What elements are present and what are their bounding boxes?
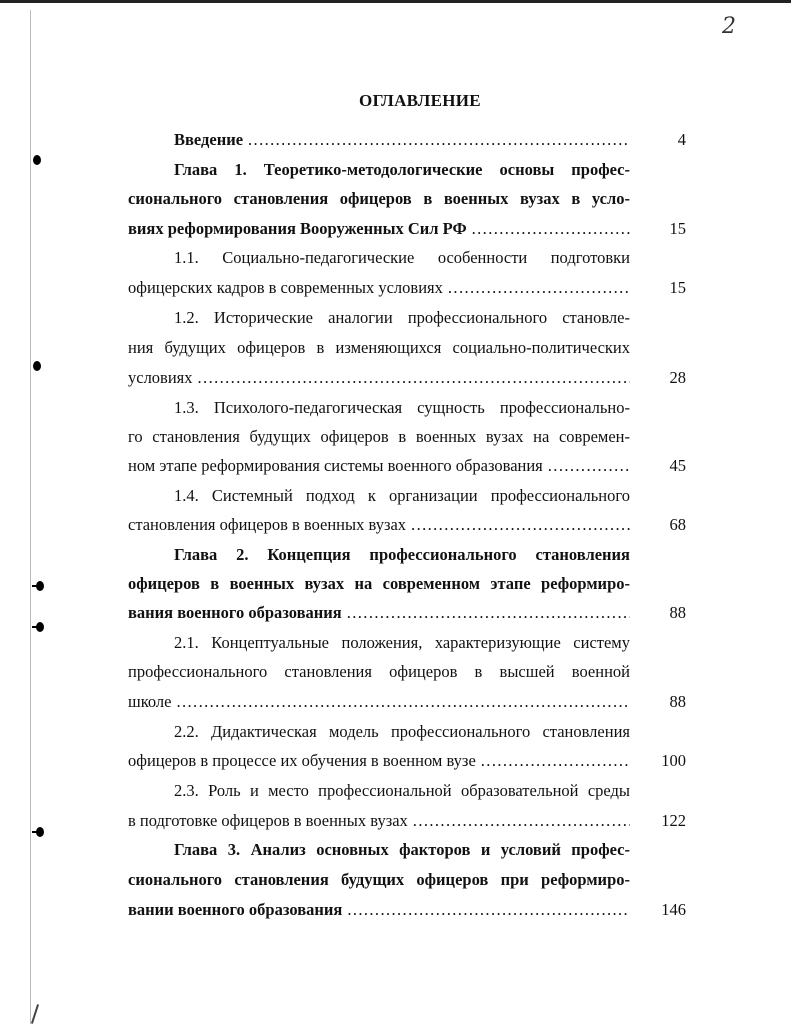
toc-title: ОГЛАВЛЕНИЕ xyxy=(359,91,481,110)
toc-line: сионального становления офицеров в военных вузах в усло- xyxy=(128,189,630,208)
margin-pen-mark xyxy=(31,1004,39,1024)
toc-line: вания военного образования ..... xyxy=(128,603,630,623)
toc-line: 1.4. Системный подход к организации профессионального xyxy=(174,486,630,505)
binding-hole-mark xyxy=(33,361,41,371)
toc-line: вании военного образования ..... xyxy=(128,900,630,920)
toc-page-number: 100 xyxy=(661,751,686,770)
toc-line: условиях ..... xyxy=(128,368,630,388)
toc-line: Глава 1. Теоретико-методологические основы профес- xyxy=(174,160,630,179)
toc-line: офицеров в военных вузах на современном этапе реформиро- xyxy=(128,574,630,593)
toc-line: 1.3. Психолого-педагогическая сущность профессионально- xyxy=(174,398,630,417)
binding-hole-mark xyxy=(36,581,44,591)
toc-page-number: 68 xyxy=(669,515,686,534)
toc-line: 1.2. Исторические аналогии профессионального становле- xyxy=(174,308,630,327)
toc-line: ния будущих офицеров в изменяющихся социально-политических xyxy=(128,338,630,357)
toc-page-number: 28 xyxy=(669,368,686,387)
toc-line: профессионального становления офицеров в высшей военной xyxy=(128,662,630,681)
toc-page-number: 88 xyxy=(669,692,686,711)
toc-page-number: 4 xyxy=(677,130,686,149)
toc-page-number: 15 xyxy=(669,278,686,297)
handwritten-page-number: 2 xyxy=(722,14,736,39)
toc-line: 2.3. Роль и место профессиональной образовательной среды xyxy=(174,781,630,800)
toc-line: офицеров в процессе их обучения в военном вузе ..... xyxy=(128,751,630,771)
binding-hole-mark xyxy=(36,827,44,837)
toc-line: Введение ..... xyxy=(174,130,630,150)
toc-line: становления офицеров в военных вузах ..... xyxy=(128,515,630,535)
toc-line: в подготовке офицеров в военных вузах ..... xyxy=(128,811,630,831)
binding-hole-mark xyxy=(33,155,41,165)
toc-line: 1.1. Социально-педагогические особенности подготовки xyxy=(174,248,630,267)
toc-line: го становления будущих офицеров в военных вузах на современ- xyxy=(128,427,630,446)
toc-line: офицерских кадров в современных условиях ..... xyxy=(128,278,630,298)
toc-line: 2.2. Дидактическая модель профессионального становления xyxy=(174,722,630,741)
toc-line: 2.1. Концептуальные положения, характеризующие систему xyxy=(174,633,630,652)
toc-line: школе ..... xyxy=(128,692,630,712)
toc-line: виях реформирования Вооруженных Сил РФ ..... xyxy=(128,219,630,239)
toc-line: Глава 2. Концепция профессионального становления xyxy=(174,545,630,564)
toc-page-number: 122 xyxy=(661,811,686,830)
toc-page-number: 88 xyxy=(669,603,686,622)
toc-line: ном этапе реформирования системы военного образования ..... xyxy=(128,456,630,476)
scan-top-edge xyxy=(0,0,791,3)
toc-page-number: 15 xyxy=(669,219,686,238)
toc-page-number: 146 xyxy=(661,900,686,919)
binding-hole-mark xyxy=(36,622,44,632)
scan-left-edge xyxy=(30,10,31,1024)
toc-page-number: 45 xyxy=(669,456,686,475)
toc-line: Глава 3. Анализ основных факторов и условий профес- xyxy=(174,840,630,859)
toc-line: сионального становления будущих офицеров при реформиро- xyxy=(128,870,630,889)
